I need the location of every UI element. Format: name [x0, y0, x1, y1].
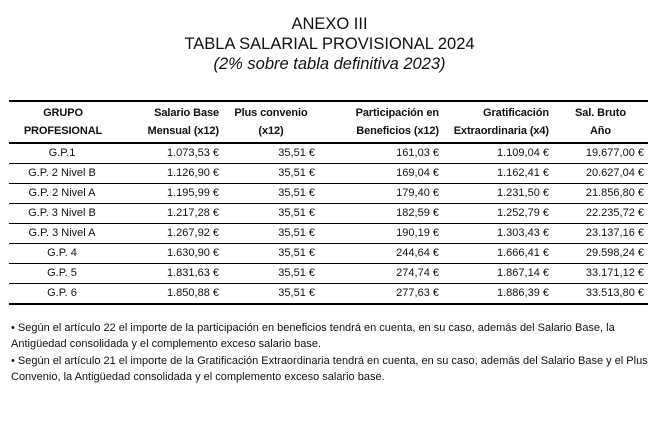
column-header-line: Plus convenio: [234, 107, 308, 119]
cell-grupo: G.P. 3 Nivel B: [9, 204, 117, 224]
cell-plus-convenio: 35,51 €: [223, 264, 319, 284]
cell-participacion: 179,40 €: [319, 184, 443, 204]
column-header-salario-base: [117, 101, 223, 143]
cell-plus-convenio: 35,51 €: [223, 204, 319, 224]
cell-salario-base: 1.217,28 €: [117, 204, 223, 224]
footnote-articulo-21: • Según el artículo 21 el importe de la Gratificación Extraordinaria tendrá en cuenta, en su caso, además del Salario Base y el Plus Convenio, la Antigüedad consolidada y el complemento exceso salario base.: [11, 355, 648, 383]
footnote-articulo-22: • Según el artículo 22 el importe de la participación en beneficios tendrá en cuenta, en su caso, además del Salario Base, la Antigüedad consolidada y el complemento exceso salario base.: [11, 322, 615, 350]
column-header-line: PROFESIONAL: [23, 125, 103, 137]
table-row: [9, 264, 648, 284]
cell-sal-bruto: 23.137,16 €: [553, 224, 648, 244]
table-row: [9, 164, 648, 184]
cell-participacion: 244,64 €: [319, 244, 443, 264]
cell-gratificacion: 1.231,50 €: [443, 184, 553, 204]
cell-grupo: G.P.1: [9, 143, 117, 164]
cell-salario-base: 1.126,90 €: [117, 164, 223, 184]
cell-sal-bruto: 22.235,72 €: [553, 204, 648, 224]
cell-participacion: 190,19 €: [319, 224, 443, 244]
cell-grupo: G.P. 5: [9, 264, 117, 284]
column-header-gratificacion: [443, 101, 553, 143]
cell-participacion: 169,04 €: [319, 164, 443, 184]
cell-sal-bruto: 21.856,80 €: [553, 184, 648, 204]
cell-participacion: 161,03 €: [319, 143, 443, 164]
column-header-sal-bruto: [553, 101, 648, 143]
column-header-plus-convenio: [223, 101, 319, 143]
column-header-line: Beneficios (x12): [356, 125, 439, 137]
salary-table-header: [9, 101, 648, 143]
cell-gratificacion: 1.162,41 €: [443, 164, 553, 184]
cell-participacion: 274,74 €: [319, 264, 443, 284]
salary-table: [9, 100, 648, 305]
cell-participacion: 277,63 €: [319, 284, 443, 305]
cell-gratificacion: 1.109,04 €: [443, 143, 553, 164]
cell-salario-base: 1.267,92 €: [117, 224, 223, 244]
cell-sal-bruto: 20.627,04 €: [553, 164, 648, 184]
cell-plus-convenio: 35,51 €: [223, 184, 319, 204]
cell-plus-convenio: 35,51 €: [223, 164, 319, 184]
cell-plus-convenio: 35,51 €: [223, 284, 319, 305]
cell-grupo: G.P. 2 Nivel B: [9, 164, 117, 184]
column-header-line: Extraordinaria (x4): [453, 125, 549, 137]
cell-grupo: G.P. 4: [9, 244, 117, 264]
table-subtitle: (2% sobre tabla definitiva 2023): [213, 55, 446, 73]
cell-sal-bruto: 33.171,12 €: [553, 264, 648, 284]
table-row: [9, 284, 648, 305]
cell-plus-convenio: 35,51 €: [223, 224, 319, 244]
document-header: [0, 14, 659, 74]
column-header-participacion: [319, 101, 443, 143]
column-header-line: (x12): [258, 125, 284, 137]
cell-salario-base: 1.831,63 €: [117, 264, 223, 284]
cell-plus-convenio: 35,51 €: [223, 143, 319, 164]
cell-participacion: 182,59 €: [319, 204, 443, 224]
cell-salario-base: 1.630,90 €: [117, 244, 223, 264]
column-header-line: GRUPO: [43, 107, 83, 119]
cell-gratificacion: 1.886,39 €: [443, 284, 553, 305]
table-title: TABLA SALARIAL PROVISIONAL 2024: [184, 35, 475, 53]
cell-gratificacion: 1.867,14 €: [443, 264, 553, 284]
cell-gratificacion: 1.252,79 €: [443, 204, 553, 224]
cell-grupo: G.P. 2 Nivel A: [9, 184, 117, 204]
column-header-line: Mensual (x12): [147, 125, 219, 137]
cell-sal-bruto: 19.677,00 €: [553, 143, 648, 164]
table-row: [9, 204, 648, 224]
footnotes: [11, 320, 651, 386]
table-row: [9, 184, 648, 204]
column-header-line: Salario Base: [154, 107, 219, 119]
table-row: [9, 244, 648, 264]
cell-sal-bruto: 33.513,80 €: [553, 284, 648, 305]
column-header-line: Participación en: [355, 107, 439, 119]
cell-grupo: G.P. 6: [9, 284, 117, 305]
salary-table-body: [9, 143, 648, 304]
cell-gratificacion: 1.303,43 €: [443, 224, 553, 244]
column-header-line: Gratificación: [483, 107, 549, 119]
column-header-line: Sal. Bruto: [575, 107, 626, 119]
column-header-line: Año: [589, 125, 612, 137]
annex-heading: ANEXO III: [291, 15, 368, 33]
cell-salario-base: 1.850,88 €: [117, 284, 223, 305]
cell-salario-base: 1.195,99 €: [117, 184, 223, 204]
cell-gratificacion: 1.666,41 €: [443, 244, 553, 264]
cell-salario-base: 1.073,53 €: [117, 143, 223, 164]
cell-grupo: G.P. 3 Nivel A: [9, 224, 117, 244]
table-row: [9, 143, 648, 164]
column-header-grupo: [9, 101, 117, 143]
cell-sal-bruto: 29.598,24 €: [553, 244, 648, 264]
table-row: [9, 224, 648, 244]
cell-plus-convenio: 35,51 €: [223, 244, 319, 264]
